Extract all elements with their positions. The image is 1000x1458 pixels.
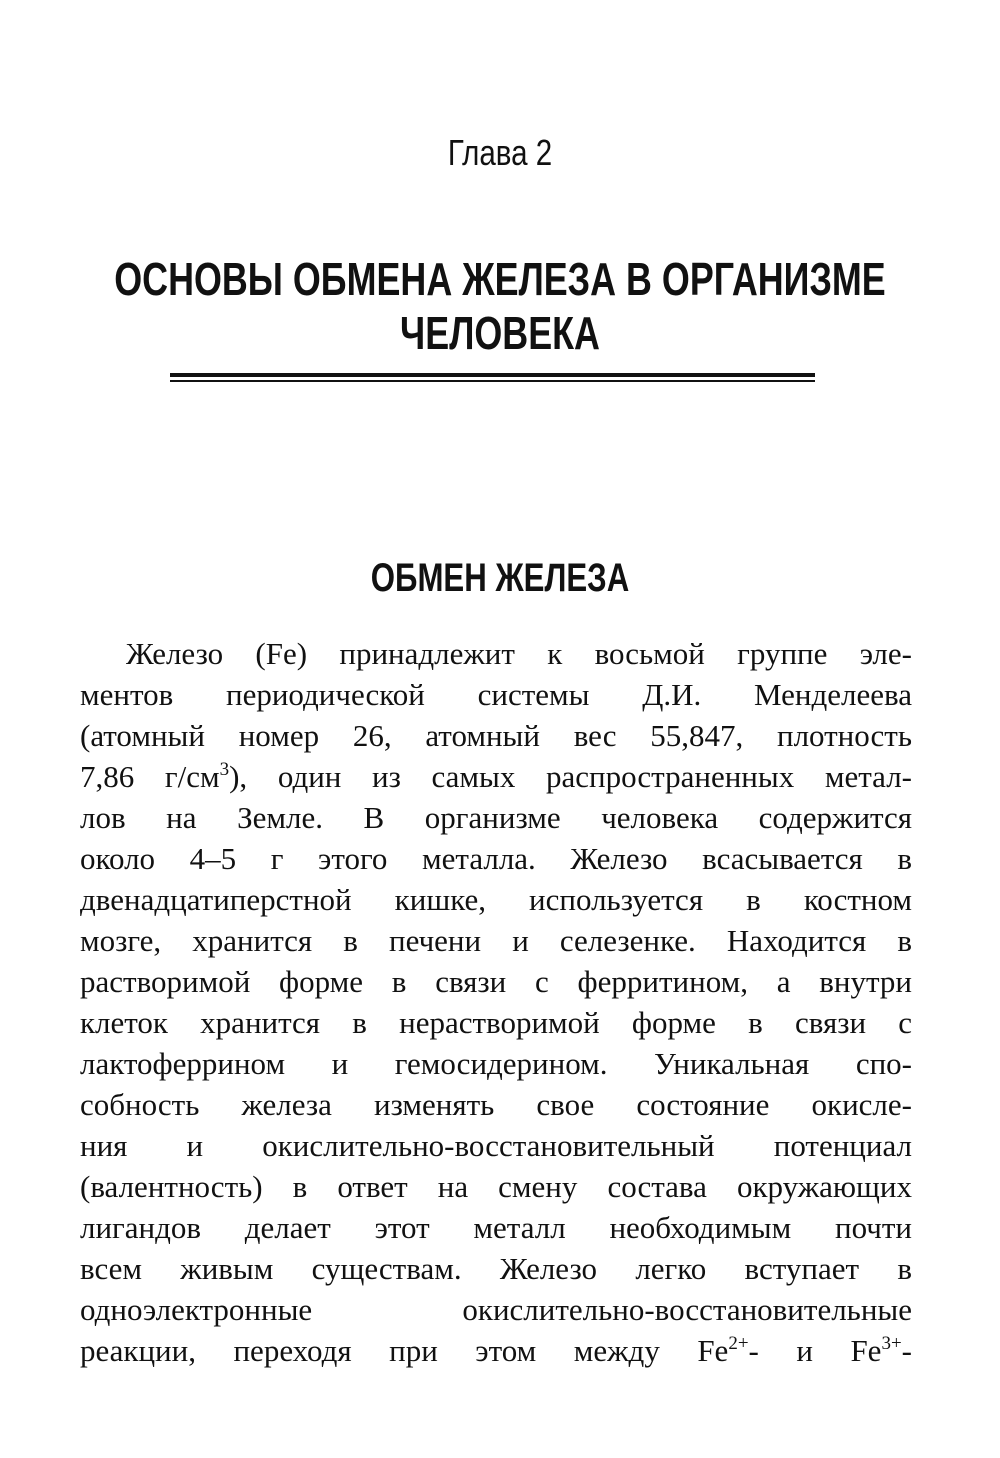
text-line xyxy=(80,715,912,756)
text-line-content xyxy=(80,841,912,876)
text-line-content xyxy=(80,1087,912,1122)
text-line-content xyxy=(80,923,912,958)
text-line-content xyxy=(80,1128,912,1163)
text-segment: ния и окислительно-восстановительный потенциал xyxy=(80,1128,912,1163)
text-line-content xyxy=(80,1169,912,1204)
text-line-content xyxy=(80,677,912,712)
text-line xyxy=(80,1084,912,1125)
text-line xyxy=(80,1166,912,1207)
text-line xyxy=(80,838,912,879)
text-line xyxy=(80,1289,912,1330)
text-line-content xyxy=(80,759,912,794)
text-segment: клеток хранится в нерастворимой форме в связи с xyxy=(80,1005,912,1040)
text-line-content xyxy=(80,718,912,753)
text-segment: двенадцатиперстной кишке, используется в костном xyxy=(80,882,912,917)
text-line xyxy=(80,961,912,1002)
text-line xyxy=(80,633,912,674)
text-segment: реакции, переходя при этом между Fe xyxy=(80,1333,729,1368)
text-line xyxy=(80,797,912,838)
text-segment: всем живым существам. Железо легко вступает в xyxy=(80,1251,912,1286)
text-line xyxy=(80,1248,912,1289)
text-line xyxy=(80,674,912,715)
text-segment: лигандов делает этот металл необходимым почти xyxy=(80,1210,912,1245)
chapter-label: Глава 2 xyxy=(447,132,553,173)
text-segment: (валентность) в ответ на смену состава окружающих xyxy=(80,1169,912,1204)
text-line-content xyxy=(80,1292,912,1327)
text-line xyxy=(80,1207,912,1248)
text-line-content xyxy=(126,636,912,671)
text-line-content xyxy=(80,1005,912,1040)
text-segment: собность железа изменять свое состояние окисле- xyxy=(80,1087,912,1122)
text-line xyxy=(80,1002,912,1043)
title-rule-thin xyxy=(170,380,815,382)
text-segment: лов на Земле. В организме человека содержится xyxy=(80,800,912,835)
text-line xyxy=(80,1043,912,1084)
text-segment: растворимой форме в связи с ферритином, а внутри xyxy=(80,964,912,999)
text-segment: (атомный номер 26, атомный вес 55,847, плотность xyxy=(80,718,912,753)
superscript: 3 xyxy=(219,759,230,780)
text-line-content xyxy=(80,1333,912,1368)
text-line xyxy=(80,756,912,797)
text-line-content xyxy=(80,1251,912,1286)
text-line-content xyxy=(80,1046,912,1081)
section-heading: ОБМЕН ЖЕЛЕЗА xyxy=(370,556,630,600)
text-segment: ментов периодической системы Д.И. Менделеева xyxy=(80,677,912,712)
text-line-content xyxy=(80,800,912,835)
text-line-content xyxy=(80,964,912,999)
text-segment: одноэлектронные окислительно-восстановительные xyxy=(80,1292,912,1327)
body-paragraph xyxy=(80,633,912,1371)
text-line xyxy=(80,920,912,961)
text-segment: 7,86 г/см xyxy=(80,759,220,794)
superscript: 3+ xyxy=(881,1333,902,1354)
text-line xyxy=(80,1330,912,1371)
text-line xyxy=(80,1125,912,1166)
superscript: 2+ xyxy=(728,1333,749,1354)
text-segment: около 4–5 г этого металла. Железо всасывается в xyxy=(80,841,912,876)
text-line-content xyxy=(80,1210,912,1245)
text-segment: мозге, хранится в печени и селезенке. Находится в xyxy=(80,923,912,958)
text-line xyxy=(80,879,912,920)
title-rule-thick xyxy=(170,373,815,377)
text-segment: - xyxy=(901,1333,912,1368)
text-segment: лактоферрином и гемосидерином. Уникальная спо- xyxy=(80,1046,912,1081)
text-segment: - и Fe xyxy=(748,1333,882,1368)
chapter-title-line-1: ОСНОВЫ ОБМЕНА ЖЕЛЕЗА В ОРГАНИЗМЕ xyxy=(114,253,886,305)
text-segment: ), один из самых распространенных метал- xyxy=(229,759,912,794)
chapter-title-line-2: ЧЕЛОВЕКА xyxy=(400,307,600,359)
text-line-content xyxy=(80,882,912,917)
text-segment: Железо (Fe) принадлежит к восьмой группе эле- xyxy=(126,636,912,671)
